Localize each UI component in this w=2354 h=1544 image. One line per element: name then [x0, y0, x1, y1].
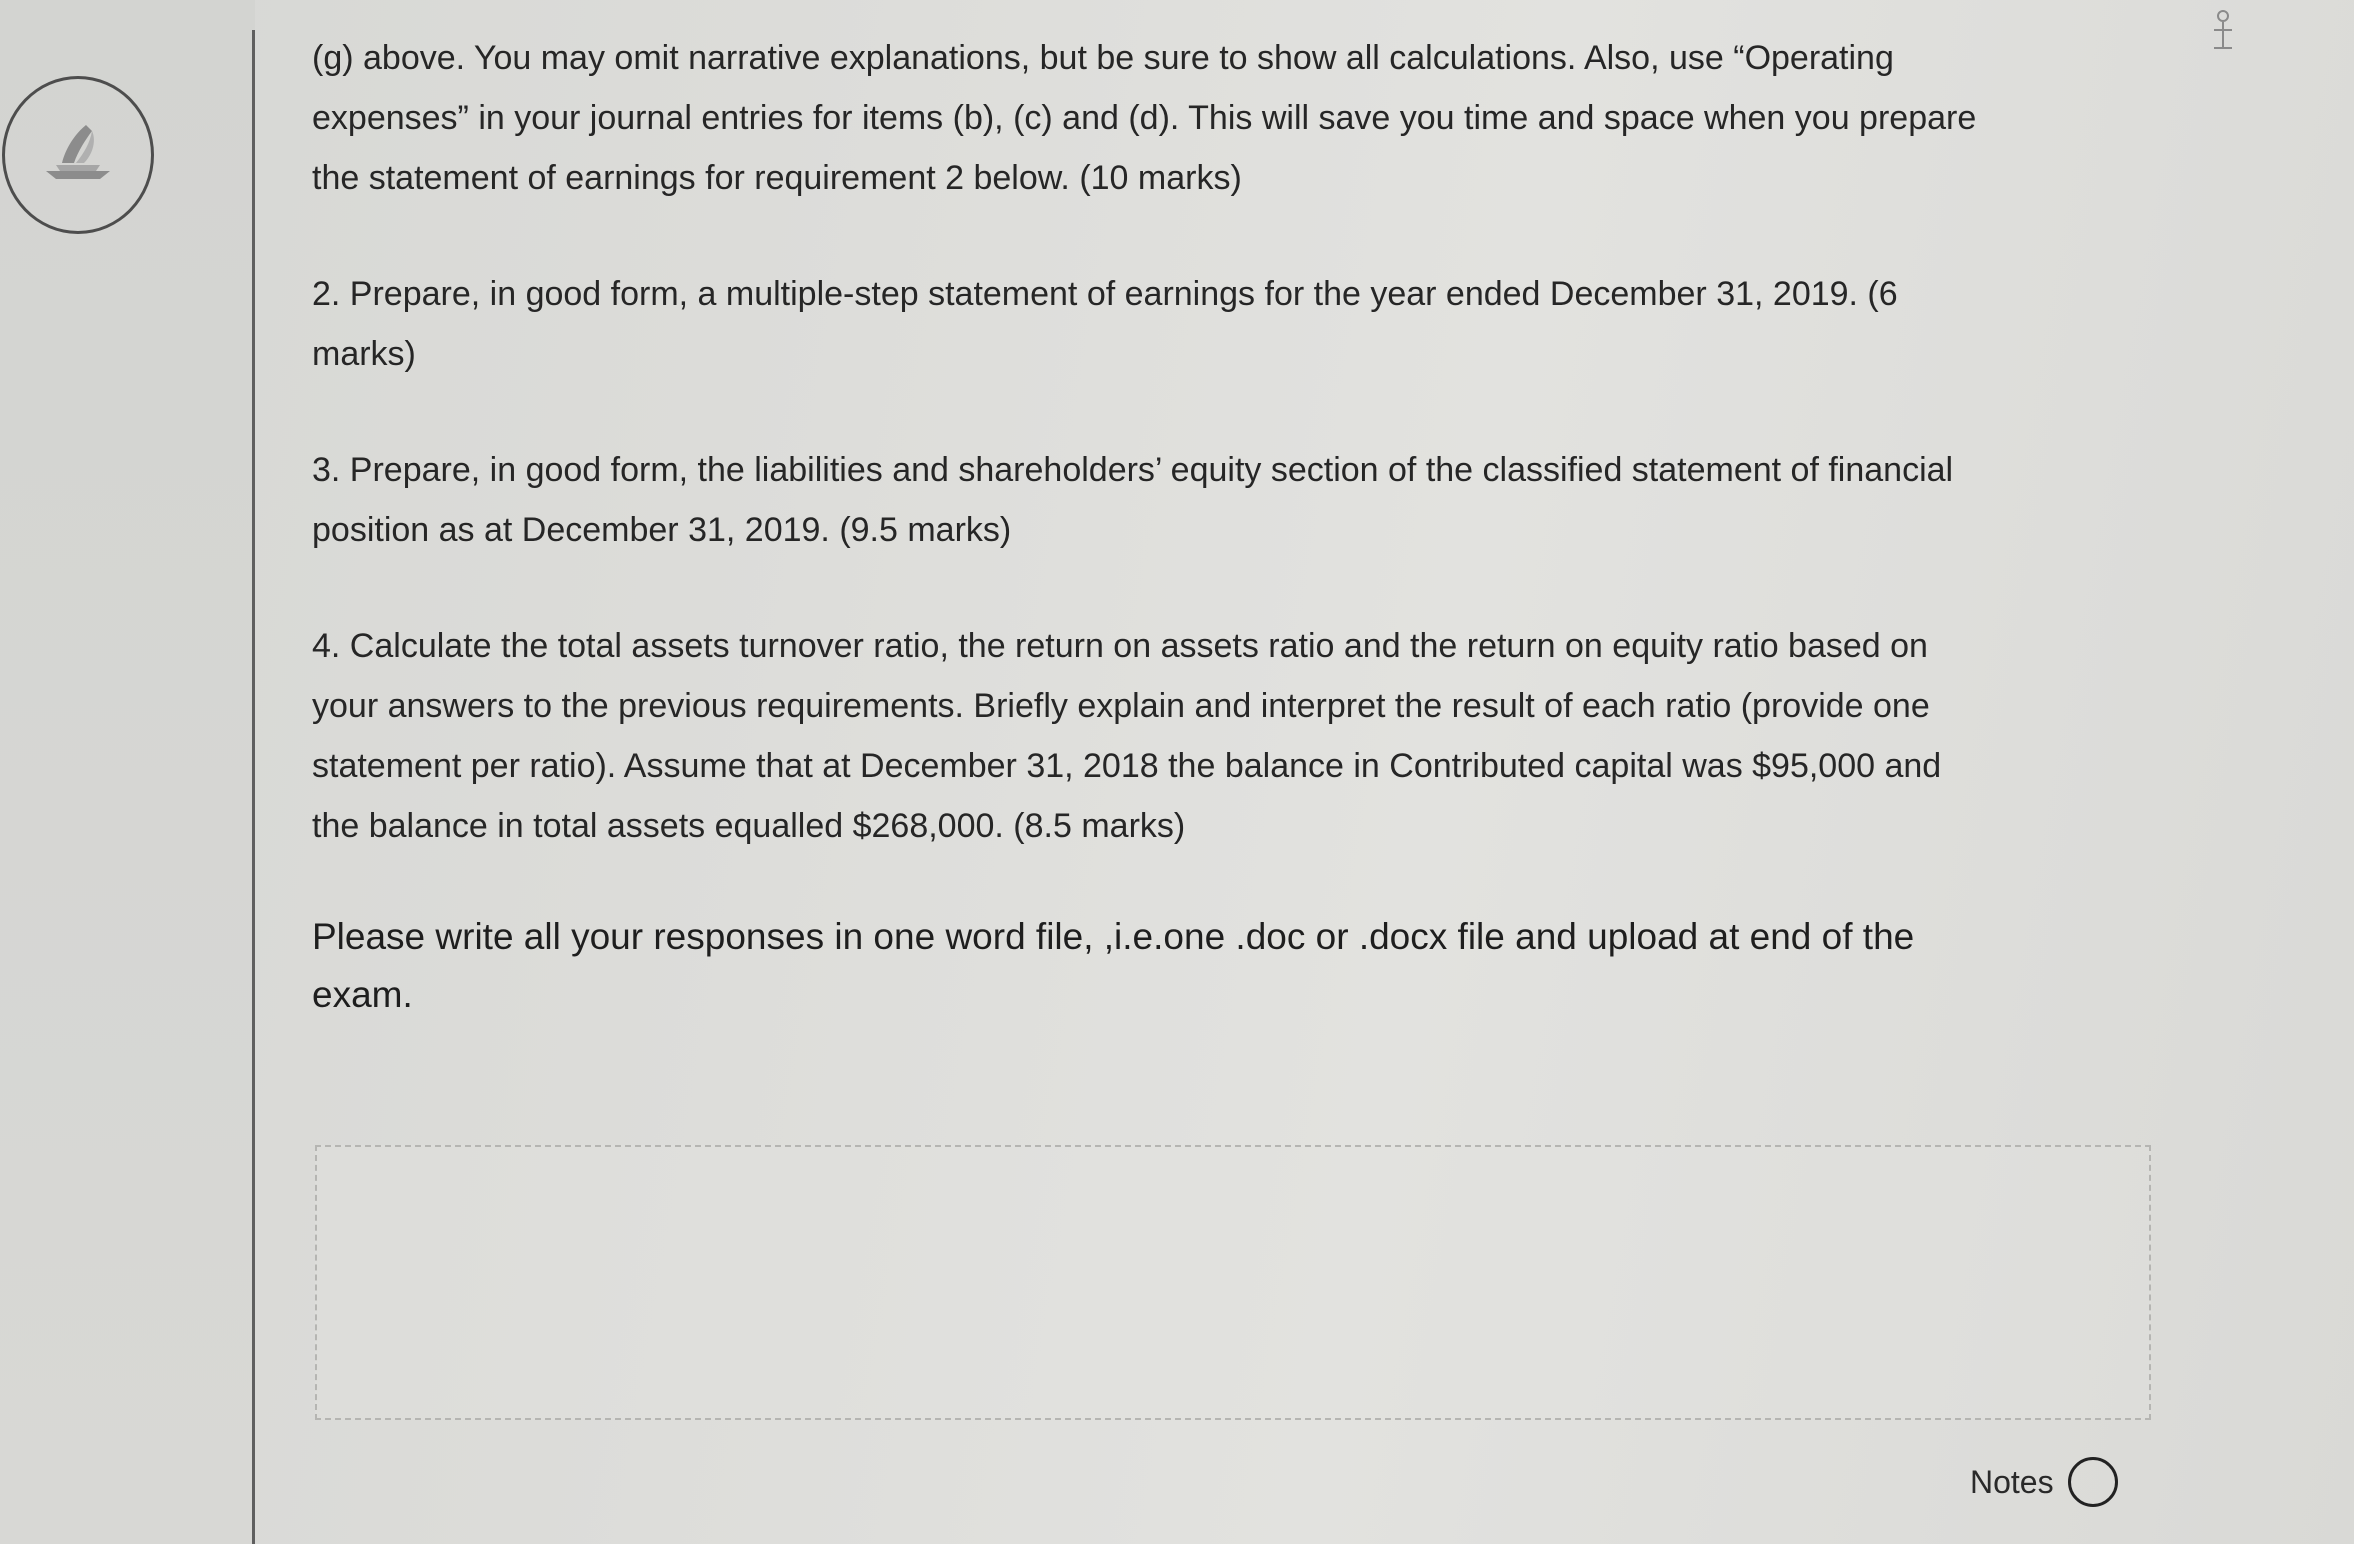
notes-label: Notes [1970, 1463, 2054, 1500]
flag-question-button[interactable] [2, 76, 154, 234]
gutter-divider [252, 30, 255, 1544]
requirement-1-continued: (g) above. You may omit narrative explanations, but be sure to show all calculations. Also, use “Operating expenses” in your journal entries for items (b), (c) and (d). This will save you time and space when you prepare the statement of earnings for requirement 2 below. (10 marks) [312, 39, 1977, 197]
notes-toggle[interactable] [1970, 1457, 2118, 1507]
left-gutter [0, 0, 255, 1544]
answer-input-area[interactable] [315, 1145, 2151, 1420]
notes-radio-icon[interactable] [2068, 1457, 2118, 1507]
flag-icon [36, 113, 120, 197]
question-content [312, 28, 1982, 1024]
requirement-3: 3. Prepare, in good form, the liabilities and shareholders’ equity section of the classified statement of financial position as at December 31, 2019. (9.5 marks) [312, 451, 1954, 549]
requirement-2: 2. Prepare, in good form, a multiple-step statement of earnings for the year ended December 31, 2019. (6 marks) [312, 275, 1898, 373]
submission-instruction: Please write all your responses in one word file, ,i.e.one .doc or .docx file and upload at end of the exam. [312, 916, 1915, 1015]
pin-icon[interactable] [2208, 8, 2238, 52]
requirement-4: 4. Calculate the total assets turnover ratio, the return on assets ratio and the return on equity ratio based on your answers to the previous requirements. Briefly explain and interpret the result of each ratio (provide one statement per ratio). Assume that at December 31, 2018 the balance in Contributed capital was $95,000 and the balance in total assets equalled $268,000. (8.5 marks) [312, 627, 1942, 845]
